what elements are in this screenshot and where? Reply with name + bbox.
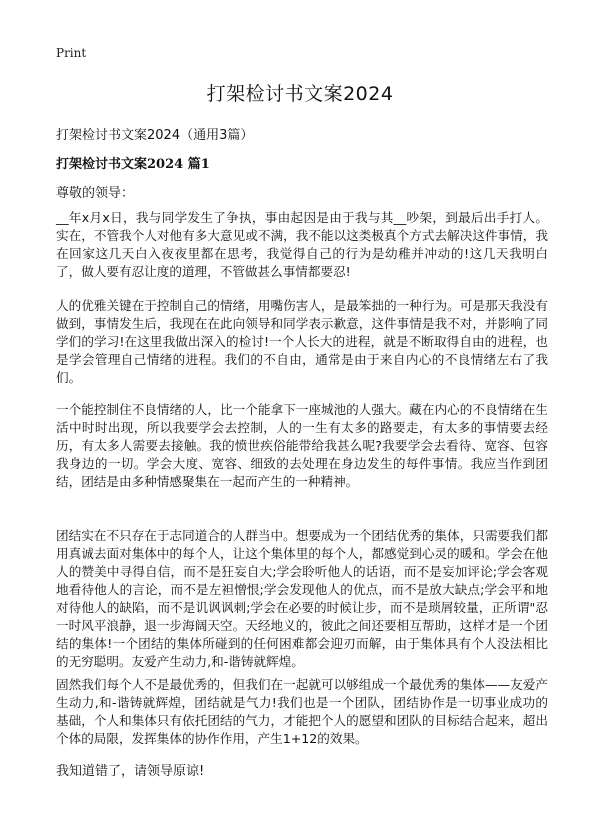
document-subtitle: 打架检讨书文案2024（通用3篇） [56, 128, 254, 143]
section-heading: 打架检讨书文案2024 篇1 [56, 157, 210, 172]
paragraph-1: __年x月x日，我与同学发生了争执，事由起因是由于我与其__吵架，到最后出手打人。实在，不管我个人对他有多大意见或不满，我不能以这类极真个方式去解决这件事情，我在回家这几天白入夜夜里都在思考，我觉得自己的行为是幼稚并冲动的!这几天我明白了，做人要有忍让度的道理，不管做甚么事情都要忍! [56, 210, 548, 279]
paragraph-5: 固然我们每个人不是最优秀的，但我们在一起就可以够组成一个最优秀的集体——友爱产生动力,和-谐铸就辉煌，团结就是气力!我们也是一个团队，团结协作是一切事业成功的基础，个人和集体只有依托团结的气力，才能把个人的愿望和团队的目标结合起来，超出个体的局限，发挥集体的协作作用，产生1+12的效果。 [56, 677, 548, 746]
document-title: 打架检讨书文案2024 [206, 83, 394, 105]
salutation: 尊敬的领导： [56, 186, 135, 201]
paragraph-2: 人的优雅关键在于控制自己的情绪，用嘴伤害人，是最笨拙的一种行为。可是那天我没有做到，事情发生后，我现在在此向领导和同学表示歉意，这件事情是我不对，并影响了同学们的学习!在这里我做出深入的检讨!一个人长大的进程，就是不断取得自由的进程，也是学会管理自己情绪的进程。我们的不自由，通常是由于来自内心的不良情绪左右了我们。 [56, 298, 548, 385]
paragraph-4: 团结实在不只存在于志同道合的人群当中。想要成为一个团结优秀的集体，只需要我们都用真诚去面对集体中的每个人，让这个集体里的每个人，都感觉到心灵的暖和。学会在他人的赞美中寻得自信，而不是狂妄自大;学会聆听他人的话语，而不是妄加评论;学会客观地看待他人的言论，而不是左袒憎恨;学会发现他人的优点，而不是放大缺点;学会平和地对待他人的缺陷，而不是讥讽讽刺;学会在必要的时候让步，而不是琐屑较量，正所谓"忍一时风平浪静，退一步海阔天空。天经地义的，彼此之间还要相互帮助，这样才是一个团结的集体!一个团结的集体所碰到的任何困难都会迎刃而解，由于集体具有个人没法相比的无穷聪明。友爱产生动力,和-谐铸就辉煌。 [56, 528, 548, 669]
print-link[interactable]: Print [56, 46, 87, 60]
paragraph-3: 一个能控制住不良情绪的人，比一个能拿下一座城池的人强大。藏在内心的不良情绪在生活中时时出现，所以我要学会去控制，人的一生有太多的路要走，有太多的事情要去经历，有太多人需要去接触。我的愤世疾俗能带给我甚么呢?我要学会去看待、宽容、包容我身边的一切。学会大度、宽容、细致的去处理在身边发生的每件事情。我应当作到团结，团结是由多种情感聚集在一起而产生的一种精神。 [56, 402, 548, 489]
closing-line: 我知道错了，请领导原谅! [56, 764, 205, 779]
